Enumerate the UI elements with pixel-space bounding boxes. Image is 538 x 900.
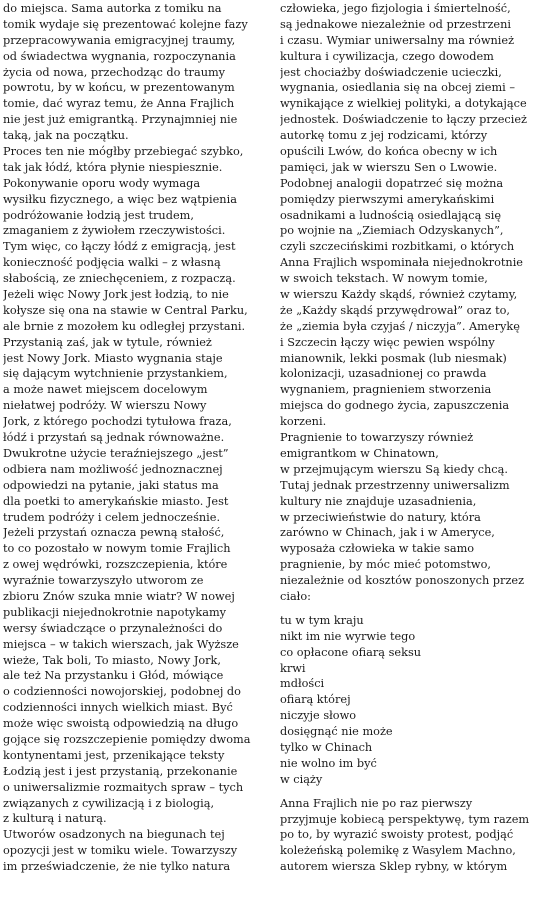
poem-line: nie wolno im być bbox=[280, 756, 377, 770]
text-line: Anna Frajlich nie po raz pierwszy bbox=[280, 796, 473, 810]
text-line: Łodzią jest i jest przystanią, przekonanie bbox=[3, 764, 238, 778]
text-line: w przejmującym wierszu Są kiedy chcą. bbox=[280, 462, 508, 476]
text-line: jest chociażby doświadczenie ucieczki, bbox=[280, 65, 502, 79]
text-line: kultura i cywilizacja, czego dowodem bbox=[280, 49, 494, 63]
text-line: wieże, Tak boli, To miasto, Nowy Jork, bbox=[3, 653, 221, 667]
text-line: z kulturą i naturą. bbox=[3, 812, 107, 826]
text-line: pomiędzy pierwszymi amerykańskimi bbox=[280, 192, 495, 206]
text-line: zbioru Znów szuka mnie wiatr? W nowej bbox=[3, 589, 235, 603]
text-line: do miejsca. Sama autorka z tomiku na bbox=[3, 2, 222, 15]
text-line: wygnania, osiedlania się na obcej ziemi – bbox=[280, 81, 516, 95]
text-line: ale też Na przystanku i Głód, mówiące bbox=[3, 669, 224, 683]
text-line: pragnienie, by móc mieć potomstwo, bbox=[280, 558, 491, 572]
text-line: łódź i przystań są jednak równoważne. bbox=[3, 431, 225, 445]
text-line: wyraźnie towarzyszyło utworom ze bbox=[3, 574, 204, 588]
poem-line: niczyje słowo bbox=[280, 709, 357, 723]
text-line: człowieka, jego fizjologia i śmiertelność, bbox=[280, 2, 511, 15]
text-line: może więc swoistą odpowiedzią na długo bbox=[3, 717, 239, 731]
text-line: Jeżeli przystań oznacza pewną stałość, bbox=[3, 526, 225, 540]
poem-line: w ciąży bbox=[280, 772, 323, 786]
text-line: jest Nowy Jork. Miasto wygnania staje bbox=[3, 351, 223, 365]
text-line: im przeświadczenie, że nie tylko natura bbox=[3, 860, 231, 874]
left-text-column bbox=[3, 1, 264, 875]
right-text-column bbox=[280, 1, 536, 875]
text-line: o codzienności nowojorskiej, podobnej do bbox=[3, 685, 241, 699]
text-line: podróżowanie łodzią jest trudem, bbox=[3, 208, 194, 222]
text-line: korzeni. bbox=[280, 415, 327, 429]
text-line: kultury nie znajduje uzasadnienia, bbox=[280, 494, 477, 508]
text-line: odpowiedzi na pytanie, jaki status ma bbox=[3, 478, 219, 492]
text-line: wynikające z wielkiej polityki, a dotykające bbox=[280, 97, 527, 111]
poem-line: co opłacone ofiarą seksu bbox=[280, 645, 422, 659]
text-line: z owej wędrówki, rozszczepienia, które bbox=[3, 558, 228, 572]
text-line: po to, by wyrazić swoisty protest, podjąć bbox=[280, 828, 514, 842]
text-line: i czasu. Wymiar uniwersalny ma również bbox=[280, 33, 515, 47]
text-line: jednostek. Doświadczenie to łączy przecież bbox=[280, 113, 528, 127]
text-line: że „ziemia była czyjaś / niczyja”. Amerykę bbox=[280, 319, 520, 333]
spacer bbox=[280, 605, 536, 613]
text-line: kołysze się ona na stawie w Central Parku, bbox=[3, 303, 248, 317]
text-line: pamięci, jak w wierszu Sen o Lwowie. bbox=[280, 160, 498, 174]
text-line: Proces ten nie mógłby przebiegać szybko, bbox=[3, 145, 244, 159]
text-line: kontynentami jest, przenikające teksty bbox=[3, 748, 225, 762]
text-line: kolonizacji, uzasadnionej co prawda bbox=[280, 367, 487, 381]
text-line: opuścili Lwów, do końca obecny w ich bbox=[280, 145, 498, 159]
text-line: w swoich tekstach. W nowym tomie, bbox=[280, 272, 488, 286]
text-line: dla poetki to amerykańskie miasto. Jest bbox=[3, 494, 229, 508]
text-line: emigrantkom w Chinatown, bbox=[280, 446, 439, 460]
text-line: od świadectwa wygnania, rozpoczynania bbox=[3, 49, 236, 63]
text-line: i Szczecin łączy więc pewien wspólny bbox=[280, 335, 495, 349]
text-line: taką, jak na początku. bbox=[3, 129, 129, 143]
text-line: Dwukrotne użycie teraźniejszego „jest” bbox=[3, 446, 229, 460]
text-line: zmaganiem z żywiołem rzeczywistości. bbox=[3, 224, 226, 238]
text-line: wygnaniem, pragnieniem stworzenia bbox=[280, 383, 492, 397]
text-line: to co pozostało w nowym tomie Frajlich bbox=[3, 542, 231, 556]
text-line: koleżeńską polemikę z Wasylem Machno, bbox=[280, 844, 516, 858]
poem-line: dosięgnąć nie może bbox=[280, 725, 393, 739]
text-line: Jork, z którego pochodzi tytułowa fraza, bbox=[3, 415, 232, 429]
text-line: tomik wydaje się prezentować kolejne fazy bbox=[3, 17, 248, 31]
text-line: wersy świadczące o przynależności do bbox=[3, 621, 223, 635]
text-line: Przystanią zaś, jak w tytule, również bbox=[3, 335, 212, 349]
text-line: wysiłku fizycznego, a więc bez wątpienia bbox=[3, 192, 237, 206]
text-line: Pragnienie to towarzyszy również bbox=[280, 431, 474, 445]
text-line: a może nawet miejscem docelowym bbox=[3, 383, 208, 397]
text-line: w przeciwieństwie do natury, która bbox=[280, 510, 481, 524]
text-line: przepracowywania emigracyjnej traumy, bbox=[3, 33, 236, 47]
text-line: życia od nowa, przechodząc do traumy bbox=[3, 65, 226, 79]
poem-line: tylko w Chinach bbox=[280, 740, 373, 754]
text-line: wyposaża człowieka w takie samo bbox=[280, 542, 475, 556]
poem-line: krwi bbox=[280, 661, 306, 675]
poem-line: tu w tym kraju bbox=[280, 613, 364, 627]
text-line: publikacji niejednokrotnie napotykamy bbox=[3, 605, 227, 619]
text-line: osadnikami a ludnością osiedlającą się bbox=[280, 208, 502, 222]
text-line: miejsca do godnego życia, zapuszczenia bbox=[280, 399, 510, 413]
text-line: konieczność podjęcia walki – z własną bbox=[3, 256, 221, 270]
text-line: gojące się rozszczepienie pomiędzy dwoma bbox=[3, 732, 251, 746]
text-line: zarówno w Chinach, jak i w Ameryce, bbox=[280, 526, 495, 540]
text-line: tak jak łódź, która płynie niespiesznie. bbox=[3, 160, 223, 174]
text-line: słabością, ze zniechęceniem, z rozpaczą. bbox=[3, 272, 236, 286]
text-line: że „Każdy skądś przywędrował” oraz to, bbox=[280, 303, 511, 317]
text-line: Jeżeli więc Nowy Jork jest łodzią, to nie bbox=[3, 288, 229, 302]
text-line: miejsca – w takich wierszach, jak Wyższe bbox=[3, 637, 239, 651]
text-line: nie jest już emigrantką. Przynajmniej nie bbox=[3, 113, 238, 127]
text-line: Anna Frajlich wspominała niejednokrotnie bbox=[280, 256, 523, 270]
spacer bbox=[280, 788, 536, 796]
text-line: są jednakowe niezależnie od przestrzeni bbox=[280, 17, 511, 31]
text-line: po wojnie na „Ziemiach Odzyskanych”, bbox=[280, 224, 504, 238]
text-line: związanych z cywilizacją i z biologią, bbox=[3, 796, 215, 810]
text-line: trudem podróży i celem jednocześnie. bbox=[3, 510, 221, 524]
poem-line: mdłości bbox=[280, 677, 325, 691]
text-line: mianownik, lekki posmak (lub niesmak) bbox=[280, 351, 507, 365]
text-line: Tym więc, co łączy łódź z emigracją, jest bbox=[3, 240, 236, 254]
text-line: Podobnej analogii dopatrzeć się można bbox=[280, 176, 504, 190]
text-line: o uniwersalizmie rozmaitych spraw – tych bbox=[3, 780, 244, 794]
poem-line: ofiarą której bbox=[280, 693, 351, 707]
text-line: się dającym wytchnienie przystankiem, bbox=[3, 367, 228, 381]
text-line: ale brnie z mozołem ku odległej przystani. bbox=[3, 319, 246, 333]
text-line: autorkę tomu z jej rodzicami, którzy bbox=[280, 129, 488, 143]
poem-line: nikt im nie wyrwie tego bbox=[280, 629, 416, 643]
text-line: niezależnie od kosztów ponoszonych przez bbox=[280, 574, 525, 588]
text-line: przyjmuje kobiecą perspektywę, tym razem bbox=[280, 812, 530, 826]
text-line: opozycji jest w tomiku wiele. Towarzyszy bbox=[3, 844, 238, 858]
text-line: powrotu, by w końcu, w prezentowanym bbox=[3, 81, 235, 95]
text-line: odbiera nam możliwość jednoznacznej bbox=[3, 462, 223, 476]
text-line: Utworów osadzonych na biegunach tej bbox=[3, 828, 225, 842]
text-line: Pokonywanie oporu wody wymaga bbox=[3, 176, 201, 190]
text-line: ciało: bbox=[280, 589, 311, 603]
text-line: Tutaj jednak przestrzenny uniwersalizm bbox=[280, 478, 510, 492]
text-line: niełatwej podróży. W wierszu Nowy bbox=[3, 399, 207, 413]
text-line: w wierszu Każdy skądś, również czytamy, bbox=[280, 288, 518, 302]
text-line: tomie, dać wyraz temu, że Anna Frajlich bbox=[3, 97, 235, 111]
text-line: autorem wiersza Sklep rybny, w którym bbox=[280, 860, 508, 874]
text-line: czyli szczecińskimi rozbitkami, o których bbox=[280, 240, 515, 254]
text-line: codzienności innych wielkich miast. Być bbox=[3, 701, 233, 715]
